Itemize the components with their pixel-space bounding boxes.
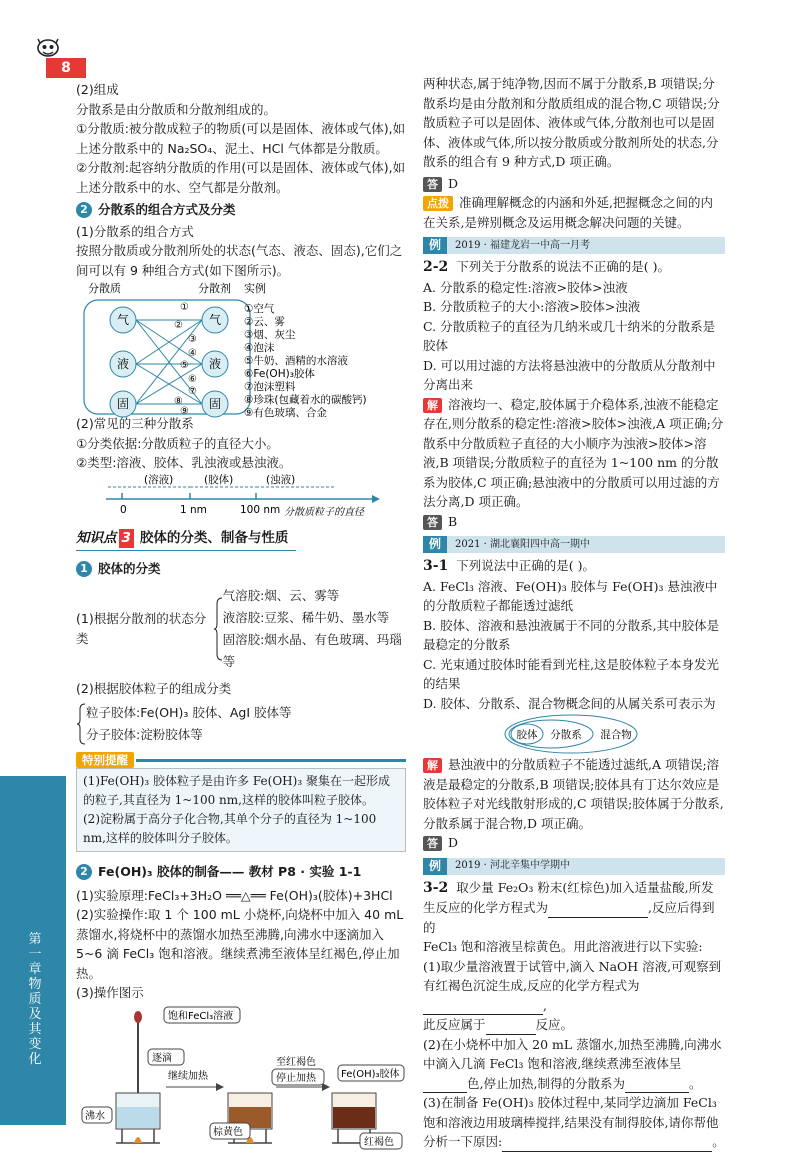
answer-value: D <box>448 175 459 191</box>
answer-blank[interactable] <box>548 904 648 918</box>
example-label: 例 <box>423 858 447 875</box>
dropwise-label: 逐滴 <box>152 1052 172 1064</box>
option-a: A. 分散系的稳定性:溶液>胶体>浊液 <box>423 279 628 295</box>
section-title: Fe(OH)₃ 胶体的制备—— 教材 P8 · 实验 1-1 <box>98 864 362 879</box>
line-number: ⑤ <box>180 360 189 371</box>
part-2: (2)在小烧杯中加入 20 mL 蒸馏水,加热至沸腾,向沸水中滴入几滴 FeCl₃ 饱和溶液,继续煮沸至液体呈色,停止加热,制得的分散系为 。 <box>423 1035 725 1094</box>
option-b: B. 胶体、溶液和悬浊液属于不同的分散系,其中胶体是最稳定的分散系 <box>423 617 720 652</box>
particle-size-axis <box>76 473 406 519</box>
dispersion-medium-text: ②分散剂:起容纳分散质的作用(可以是固体、液体或气体),如上述分散系中的水、空气都是分散剂。 <box>76 160 406 195</box>
classification-by-medium <box>76 585 406 673</box>
axis-label: 分散质粒子的直径 <box>284 506 364 518</box>
question-number: 2-2 <box>423 259 449 275</box>
liquid-sol-item: 液溶胶:豆浆、稀牛奶、墨水等 <box>222 609 390 625</box>
line-number: ⑥ <box>188 374 197 385</box>
option-a: A. FeCl₃ 溶液、Fe(OH)₃ 胶体与 Fe(OH)₃ 悬浊液中的分散质粒子都能透过滤纸 <box>423 578 718 613</box>
answer-blank[interactable] <box>423 1079 467 1093</box>
stop-heating-label: 停止加热 <box>276 1072 316 1084</box>
venn-label: 混合物 <box>600 729 632 741</box>
answer-row <box>423 512 725 532</box>
example-item: ⑥Fe(OH)₃胶体 <box>244 368 315 380</box>
red-brown-label: 红褐色 <box>364 1136 394 1148</box>
right-column <box>423 74 725 1152</box>
example-label: 例 <box>423 237 447 254</box>
answer-label: 答 <box>423 177 442 192</box>
reminder-2: (2)淀粉属于高分子化合物,其单个分子的直径为 1~100 nm,这样的胶体叫分子胶体。 <box>83 812 377 845</box>
yellow-brown-label: 棕黄色 <box>213 1126 243 1138</box>
section-number-badge: 2 <box>76 202 92 218</box>
example-item: ②云、雾 <box>244 316 285 328</box>
answer-row <box>423 174 725 194</box>
dispersant-header: 分散剂 <box>198 282 231 295</box>
operation-figure <box>76 1003 406 1153</box>
state-liquid: 液 <box>116 357 130 371</box>
part-3: (3)在制备 Fe(OH)₃ 胶体过程中,某同学边滴加 FeCl₃ 饱和溶液边用玻璃棒搅拌,结果没有制得胶体,请你帮他分析一下原因: 。 <box>423 1093 725 1152</box>
classification-types: ②类型:溶液、胶体、乳浊液或悬浊液。 <box>76 455 292 470</box>
knowledge-point-label: 知识点 <box>76 529 117 546</box>
combination-diagram <box>76 280 406 419</box>
sat-fecl3-label: 饱和FeCl₃溶液 <box>168 1010 234 1022</box>
answer-value: D <box>448 835 459 850</box>
line-number: ⑦ <box>188 386 197 397</box>
state-gas: 气 <box>116 313 130 327</box>
example-item: ①空气 <box>244 303 275 315</box>
dispersed-header: 分散质 <box>88 282 121 295</box>
composition-heading: (2)组成 <box>76 82 119 97</box>
classification-basis: ①分类依据:分散质粒子的直径大小。 <box>76 435 279 451</box>
question-stem: 下列说法中正确的是( )。 <box>456 558 596 573</box>
option-c: C. 光束通过胶体时能看到光柱,这是胶体粒子本身发光的结果 <box>423 656 720 691</box>
part-1: (1)取少量溶液置于试管中,滴入 NaOH 溶液,可观察到有红褐色沉淀生成,反应的化学方程式为, 此反应属于 反应。 <box>423 957 725 1035</box>
special-reminder-box <box>76 768 406 852</box>
example-header <box>423 536 725 553</box>
tip-text: 准确理解概念的内涵和外延,把握概念之间的内在关系,是辨别概念及运用概念解决问题的关键。 <box>423 195 713 230</box>
combination-text: 按照分散质或分散剂所处的状态(气态、液态、固态),它们之间可以有 9 种组合方式(如下图所示)。 <box>76 243 403 278</box>
example-item: ⑧珍珠(包藏着水的碳酸钙) <box>244 394 367 406</box>
flame-icon <box>134 1137 142 1143</box>
answer-blank[interactable] <box>502 1138 712 1152</box>
brace-icon <box>213 596 223 662</box>
state-solid: 固 <box>116 397 130 411</box>
option-d: D. 胶体、分散系、混合物概念间的从属关系可表示为 <box>423 695 716 711</box>
section-heading-colloid-classification <box>76 559 406 579</box>
example-header: 实例 <box>244 282 266 295</box>
section-heading-preparation <box>76 862 406 882</box>
option-d: D. 可以用过滤的方法将悬浊液中的分散质从分散剂中分离出来 <box>423 357 716 392</box>
dispersed-state-nodes <box>110 307 136 417</box>
question-number: 3-2 <box>423 879 449 896</box>
brace-icon <box>76 702 86 746</box>
composition-text: 分散系是由分散质和分散剂组成的。 <box>76 101 277 117</box>
boiling-water-label: 沸水 <box>85 1110 105 1122</box>
solution-2-2 <box>423 395 725 512</box>
example-header <box>423 237 725 254</box>
option-c: C. 分散质粒子的直径为几纳米或几十纳米的分散系是胶体 <box>423 318 716 353</box>
range-colloid: (胶体) <box>204 473 234 486</box>
question-number: 3-1 <box>423 558 449 574</box>
to-red-brown-label: 至红褐色 <box>276 1056 316 1068</box>
colloid-label: Fe(OH)₃胶体 <box>341 1068 400 1080</box>
left-column <box>76 80 406 1153</box>
tick-zero: 0 <box>120 503 127 516</box>
state-gas: 气 <box>208 313 222 327</box>
tip-label: 点拨 <box>423 196 453 211</box>
venn-label: 胶体 <box>516 729 538 741</box>
solid-sol-item: 固溶胶:烟水晶、有色玻璃、玛瑙等 <box>222 631 402 669</box>
question-stem: 取少量 Fe₂O₃ 粉末(红棕色)加入适量盐酸,所发生反应的化学方程式为 <box>423 879 714 915</box>
solution-text: 悬浊液中的分散质粒子不能透过滤纸,A 项错误;溶液是最稳定的分散系,B 项错误;胶体具有丁达尔效应是胶体粒子对光线散射形成的,C 项错误;胶体属于分散系,分散系属于混合物,D 项正确。 <box>423 757 724 831</box>
example-source: 2021 · 湖北襄阳四中高一期中 <box>455 538 591 550</box>
answer-blank[interactable] <box>423 1001 543 1015</box>
knowledge-point-number: 3 <box>119 529 134 549</box>
question-stem-cont: FeCl₃ 饱和溶液呈棕黄色。用此溶液进行以下实验: <box>423 939 703 954</box>
answer-label: 答 <box>423 515 442 530</box>
line-number: ④ <box>188 348 197 359</box>
line-number: ③ <box>188 334 197 345</box>
page-number: 8 <box>46 58 86 78</box>
prep-figure-heading: (3)操作图示 <box>76 985 144 1000</box>
answer-row <box>423 833 725 853</box>
example-header <box>423 858 725 875</box>
section-title: 胶体的分类 <box>98 561 161 576</box>
venn-label: 分散系 <box>550 729 582 741</box>
example-item: ⑨有色玻璃、合金 <box>244 407 327 419</box>
classification-by-particle-lead: (2)根据胶体粒子的组成分类 <box>76 680 232 696</box>
example-label: 例 <box>423 536 447 553</box>
tick-100nm: 100 nm <box>240 503 281 516</box>
line-number: ⑧ <box>174 396 183 407</box>
dispersant-state-nodes <box>202 307 228 417</box>
continue-heating-label: 继续加热 <box>168 1070 208 1082</box>
tip-row <box>423 193 725 232</box>
answer-blank[interactable] <box>625 1079 689 1093</box>
section-heading-combination <box>76 200 406 220</box>
prev-solution-tail: 两种状态,属于纯净物,因而不属于分散系,B 项错误;分散系均是由分散剂和分散质组成的混合物,C 项错误;分散质粒子可以是固体、液体或气体,分散剂也可以是固体、液体或气体,所以按分散质或分散剂所处的状态,分散系的组合有 9 种方式,D 项正确。 <box>423 76 720 169</box>
line-numbers <box>174 302 197 417</box>
three-systems-heading: (2)常见的三种分散系 <box>76 416 194 431</box>
combination-subheading: (1)分散系的组合方式 <box>76 223 194 239</box>
section-number-badge: 2 <box>76 864 92 880</box>
prep-principle: (1)实验原理:FeCl₃+3H₂O ══△══ Fe(OH)₃(胶体)+3HCl <box>76 887 393 903</box>
example-source: 2019 · 福建龙岩一中高一月考 <box>455 239 591 251</box>
range-solution: (溶液) <box>144 473 174 486</box>
example-item: ⑦泡沫塑料 <box>244 381 296 393</box>
example-list <box>244 302 367 419</box>
chapter-sidebar <box>0 776 66 1125</box>
solution-label: 解 <box>423 398 442 413</box>
particle-colloid-item: 粒子胶体:Fe(OH)₃ 胶体、AgI 胶体等 <box>86 705 292 720</box>
state-solid: 固 <box>208 397 222 411</box>
solution-3-1 <box>423 755 725 833</box>
solution-label: 解 <box>423 758 442 773</box>
state-liquid: 液 <box>208 357 222 371</box>
line-number: ⑨ <box>180 406 189 417</box>
knowledge-point-title: 胶体的分类、制备与性质 <box>139 529 289 546</box>
example-item: ④泡沫 <box>244 342 275 354</box>
section-number-badge: 1 <box>76 561 92 577</box>
example-item: ⑤牛奶、酒精的水溶液 <box>244 355 348 367</box>
section-title: 分散系的组合方式及分类 <box>98 202 236 217</box>
example-item: ③烟、灰尘 <box>244 329 296 341</box>
question-3-1-stem <box>423 556 725 577</box>
classification-by-particle <box>76 702 406 746</box>
question-2-2-stem <box>423 257 725 278</box>
answer-blank[interactable] <box>486 1021 536 1035</box>
answer-label: 答 <box>423 836 442 851</box>
line-number: ② <box>174 320 183 331</box>
prep-operation: (2)实验操作:取 1 个 100 mL 小烧杯,向烧杯中加入 40 mL 蒸馏水,将烧杯中的蒸馏水加热至沸腾,向沸水中逐滴加入 5~6 滴 FeCl₃ 饱和溶液。继续煮沸至液体呈红褐色,停止加热。 <box>76 907 404 981</box>
reminder-1: (1)Fe(OH)₃ 胶体粒子是由许多 Fe(OH)₃ 聚集在一起形成的粒子,其直径为 1~100 nm,这样的胶体叫粒子胶体。 <box>83 774 390 807</box>
option-b: B. 分散质粒子的大小:溶液>胶体>浊液 <box>423 299 641 314</box>
answer-value: B <box>448 513 458 529</box>
line-number: ① <box>180 302 189 313</box>
molecular-colloid-item: 分子胶体:淀粉胶体等 <box>86 727 203 742</box>
dispersed-phase-text: ①分散质:被分散成粒子的物质(可以是固体、液体或气体),如上述分散系中的 Na₂SO₄、泥土、HCl 气体都是分散质。 <box>76 121 406 156</box>
example-source: 2019 · 河北辛集中学期中 <box>455 860 571 872</box>
aerosol-item: 气溶胶:烟、云、雾等 <box>222 587 340 603</box>
knowledge-point-heading <box>76 529 296 552</box>
special-reminder-header <box>76 752 406 768</box>
venn-diagram <box>423 713 725 755</box>
special-reminder-label: 特别提醒 <box>76 752 134 768</box>
question-stem: 下列关于分散系的说法不正确的是( )。 <box>456 259 671 274</box>
range-suspension: (浊液) <box>266 473 296 486</box>
solution-text: 溶液均一、稳定,胶体属于介稳体系,浊液不能稳定存在,则分散系的稳定性:溶液>胶体>浊液,A 项正确;分散系中分散质粒子直径的大小顺序为浊液>胶体>溶液,B 项错误;分散质粒子的直径为 1~100 nm 的分散系为胶体,C 项正确;悬浊液中的分散质可以用过滤的方法分离,D 项正确。 <box>423 396 724 509</box>
question-3-2-stem: 3-2 取少量 Fe₂O₃ 粉末(红棕色)加入适量盐酸,所发生反应的化学方程式为 ,反应后得到的 <box>423 879 715 935</box>
tick-1nm: 1 nm <box>180 503 207 516</box>
classification-lead: (1)根据分散剂的状态分类 <box>76 611 207 646</box>
chapter-title: 第一章 物质及其变化 <box>28 932 42 1067</box>
